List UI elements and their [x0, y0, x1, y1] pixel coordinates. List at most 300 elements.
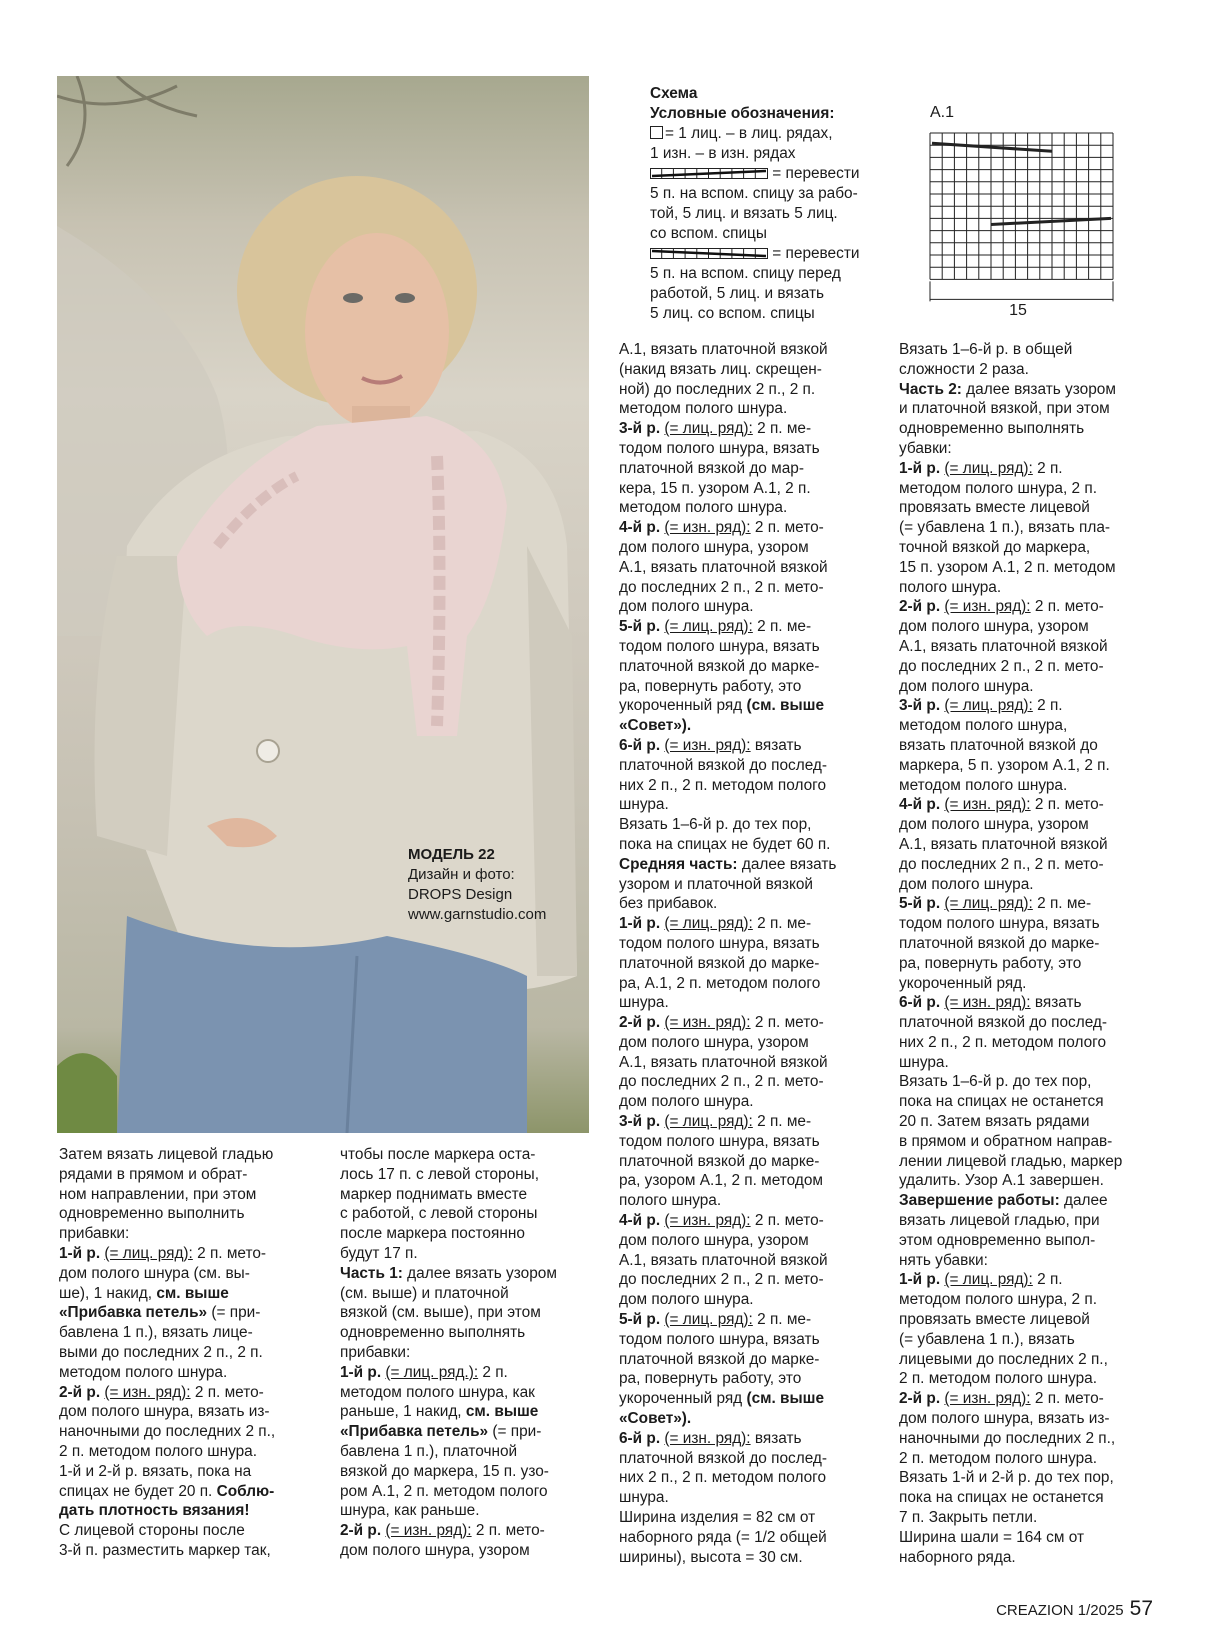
line-text: 2 п. методом полого шнура. [899, 1370, 1097, 1388]
text-line [619, 637, 836, 657]
text-line [59, 1323, 275, 1343]
line-text: (= убавлена 1 п.), вязать [899, 1330, 1075, 1348]
line-text: этом одновременно выпол- [899, 1231, 1096, 1249]
text-line [899, 1290, 1122, 1310]
line-text: Вязать 1–6-й р. в общей [899, 341, 1073, 358]
line-text: дом полого шнура, узором [619, 538, 809, 556]
line-text: провязать вместе лицевой [899, 499, 1090, 517]
line-text: дом полого шнура. [899, 875, 1034, 893]
legend-line: 1 изн. – в изн. рядах [650, 145, 796, 162]
text-line [619, 439, 836, 459]
line-text: них 2 п., 2 п. методом полого [899, 1033, 1107, 1051]
line-text: после маркера постоянно [340, 1225, 525, 1243]
line-text: Вязать 1–6-й р. до тех пор, [899, 1073, 1092, 1091]
text-line [899, 736, 1122, 756]
text-line [899, 439, 1122, 459]
text-line [340, 1383, 557, 1403]
text-line [340, 1244, 557, 1264]
line-text: укороченный ряд [619, 697, 747, 715]
line-text: бавлена 1 п.), вязать лице- [59, 1324, 253, 1342]
text-line [899, 1389, 1122, 1409]
line-text: бавлена 1 п.), платочной [340, 1442, 518, 1460]
text-line [619, 1449, 836, 1469]
text-line [59, 1462, 275, 1482]
text-line [899, 1528, 1122, 1548]
text-line [899, 934, 1122, 954]
bold-term: 2-й р. [340, 1522, 382, 1540]
text-line [899, 1548, 1122, 1568]
line-text: (накид вязать лиц. скрещен- [619, 360, 822, 378]
text-line [899, 716, 1122, 736]
line-text: раньше, 1 накид, [340, 1403, 466, 1421]
line-text: до последних 2 п., 2 п. мето- [899, 855, 1104, 873]
text-line [899, 1409, 1122, 1429]
line-text: сложности 2 раза. [899, 360, 1029, 378]
bold-reference: (см. выше [746, 1390, 825, 1408]
text-line [619, 657, 836, 677]
text-line [340, 1482, 557, 1502]
row-type: (= лиц. ряд): [944, 895, 1033, 913]
text-line [340, 1521, 557, 1541]
line-text: лицевыми до последних 2 п., [899, 1350, 1108, 1368]
text-line [340, 1224, 557, 1244]
line-text: дом полого шнура (см. вы- [59, 1264, 250, 1282]
text-line [340, 1442, 557, 1462]
text-line [619, 1211, 836, 1231]
row-type: (= лиц. ряд): [944, 697, 1033, 715]
text-line [899, 1112, 1122, 1132]
line-text: (см. выше) и платочной [340, 1284, 509, 1302]
text-line [619, 1369, 836, 1389]
photo-illustration [57, 76, 589, 1133]
line-text: и платочной вязкой, при этом [899, 400, 1110, 418]
line-text: них 2 п., 2 п. методом полого [619, 776, 827, 794]
line-text: дом полого шнура. [619, 598, 754, 616]
legend-subtitle: Условные обозначения: [650, 105, 835, 122]
line-text: (= убавлена 1 п.), вязать пла- [899, 519, 1111, 537]
text-line [899, 1429, 1122, 1449]
text-line [899, 677, 1122, 697]
bold-reference: см. выше [465, 1403, 539, 1421]
line-text: пока на спицах не останется [899, 1093, 1104, 1111]
line-text: прибавки: [59, 1225, 130, 1243]
text-line [619, 716, 836, 736]
text-line [619, 1310, 836, 1330]
line-text: шнура. [619, 1489, 669, 1507]
line-text: тодом полого шнура, вязать [619, 934, 820, 952]
text-line [59, 1442, 275, 1462]
text-line [619, 1389, 836, 1409]
text-line [619, 1429, 836, 1449]
text-line [619, 1508, 836, 1528]
text-line [59, 1264, 275, 1284]
text-line [619, 360, 836, 380]
row-type: (= изн. ряд): [385, 1522, 472, 1540]
line-text: методом полого шнура, как [340, 1383, 535, 1401]
line-text: 2 п. методом полого шнура. [899, 1449, 1097, 1467]
text-line [899, 1152, 1122, 1172]
chart-width-label: 15 [1004, 302, 1032, 320]
line-text: 2 п. мето- [192, 1244, 267, 1262]
cable-left-icon [650, 168, 768, 179]
empty-square-icon [650, 126, 663, 139]
text-line [340, 1185, 557, 1205]
bold-term: 4-й р. [619, 519, 661, 537]
line-text: будут 17 п. [340, 1244, 418, 1262]
line-text: платочной вязкой до марке- [899, 934, 1100, 952]
row-type: (= изн. ряд): [664, 1212, 751, 1230]
line-text: дом полого шнура. [899, 677, 1034, 695]
text-line [619, 1409, 836, 1429]
text-line [899, 498, 1122, 518]
line-text: тодом полого шнура, вязать [619, 637, 820, 655]
text-column-3 [619, 340, 836, 1567]
line-text: шнура. [619, 796, 669, 814]
line-text: дом полого шнура, вязать из- [59, 1403, 270, 1421]
text-line [899, 1072, 1122, 1092]
row-type: (= изн. ряд): [944, 1390, 1031, 1408]
line-text: 2 п. мето- [1030, 598, 1104, 616]
text-line [619, 974, 836, 994]
text-line [340, 1402, 557, 1422]
line-text: 2 п. [478, 1363, 508, 1381]
line-text: А.1, вязать платочной вязкой [619, 558, 828, 576]
text-line [899, 1033, 1122, 1053]
line-text: платочной вязкой до послед- [619, 756, 828, 774]
text-line [619, 815, 836, 835]
line-text: А.1, вязать платочной вязкой [619, 1251, 828, 1269]
text-line [619, 835, 836, 855]
line-text: наборного ряда. [899, 1548, 1016, 1566]
line-text: Вязать 1–6-й р. до тех пор, [619, 816, 812, 834]
line-text: платочной вязкой до послед- [619, 1449, 828, 1467]
bold-term: 1-й р. [619, 915, 661, 933]
bold-term: 3-й р. [899, 697, 941, 715]
line-text: дом полого шнура, узором [899, 618, 1089, 636]
line-text: методом полого шнура. [59, 1363, 228, 1381]
row-type: (= изн. ряд): [664, 1014, 751, 1032]
text-line [619, 1152, 836, 1172]
line-text: вязать лицевой гладью, при [899, 1212, 1100, 1230]
legend-line: работой, 5 лиц. и вязать [650, 285, 825, 302]
text-line [619, 399, 836, 419]
text-line [899, 1211, 1122, 1231]
line-text: пока на спицах не останется [899, 1489, 1104, 1507]
legend-item-cable-back: = перевести [650, 164, 900, 184]
line-text: дом полого шнура, узором [619, 1033, 809, 1051]
text-line [899, 914, 1122, 934]
bold-term: 6-й р. [619, 736, 661, 754]
line-text: укороченный ряд [619, 1390, 747, 1408]
text-line [899, 1449, 1122, 1469]
row-type: (= лиц. ряд): [104, 1244, 193, 1262]
line-text: А.1, вязать платочной вязкой [619, 1053, 828, 1071]
page-number: 57 [1129, 1597, 1153, 1620]
legend-line: 5 лиц. со вспом. спицы [650, 305, 815, 322]
line-text: 2 п. мето- [750, 1212, 824, 1230]
legend-title: Схема [650, 85, 698, 102]
bold-term: «Прибавка петель» [59, 1304, 208, 1322]
knitting-chart-grid [929, 132, 1119, 312]
text-line [59, 1165, 275, 1185]
line-text: 2 п. мето- [190, 1383, 264, 1401]
line-text: ра, повернуть работу, это [619, 677, 802, 695]
text-line [899, 1508, 1122, 1528]
text-line [340, 1541, 557, 1561]
bold-term: 2-й р. [899, 1390, 941, 1408]
line-text: чтобы после маркера оста- [340, 1146, 536, 1163]
text-line [899, 894, 1122, 914]
text-line [619, 1330, 836, 1350]
text-line [619, 1231, 836, 1251]
line-text: ше), 1 накид, [59, 1284, 157, 1302]
text-line [340, 1343, 557, 1363]
line-text: платочной вязкой до марке- [619, 1350, 820, 1368]
text-line [619, 578, 836, 598]
line-text: ширины), высота = 30 см. [619, 1548, 803, 1566]
line-text: тодом полого шнура, вязать [619, 439, 820, 457]
credit-url: www.garnstudio.com [408, 906, 547, 923]
line-text: А.1, вязать платочной вязкой [619, 341, 828, 358]
line-text: методом полого шнура. [619, 400, 788, 418]
text-line [619, 1251, 836, 1271]
line-text: дом полого шнура. [619, 1291, 754, 1309]
text-line [899, 1310, 1122, 1330]
text-line [59, 1303, 275, 1323]
line-text: Вязать 1-й и 2-й р. до тех пор, [899, 1469, 1114, 1487]
text-line [619, 597, 836, 617]
photo-credit [408, 845, 588, 925]
line-text: одновременно выполнить [59, 1205, 245, 1223]
line-text: нять убавки: [899, 1251, 988, 1269]
text-line [619, 1132, 836, 1152]
line-text: полого шнура. [619, 1192, 722, 1210]
text-line [619, 1191, 836, 1211]
bold-reference: (см. выше [746, 697, 825, 715]
text-line [899, 479, 1122, 499]
text-line [59, 1363, 275, 1383]
text-line [340, 1363, 557, 1383]
line-text: (= при- [207, 1304, 261, 1322]
line-text: прибавки: [340, 1343, 411, 1361]
line-text: рядами в прямом и обрат- [59, 1165, 248, 1183]
line-text: вязать [1030, 994, 1082, 1012]
row-type: (= лиц. ряд): [664, 1311, 753, 1329]
text-line [899, 1191, 1122, 1211]
text-line [899, 1171, 1122, 1191]
line-text: платочной вязкой до марке- [619, 1152, 820, 1170]
line-text: дом полого шнура, узором [340, 1541, 530, 1559]
line-text: пока на спицах не будет 60 п. [619, 835, 831, 853]
row-type: (= изн. ряд): [944, 994, 1031, 1012]
line-text: спицах не будет 20 п. [59, 1482, 217, 1500]
legend-item-knit: = 1 лиц. – в лиц. рядах, [650, 124, 900, 144]
line-text: тодом полого шнура, вязать [619, 1132, 820, 1150]
line-text: 20 п. Затем вязать рядами [899, 1113, 1090, 1131]
text-line [340, 1204, 557, 1224]
text-line [619, 1112, 836, 1132]
bold-term: 5-й р. [899, 895, 941, 913]
text-line [899, 657, 1122, 677]
credit-line: DROPS Design [408, 886, 513, 903]
text-column-4 [899, 340, 1122, 1567]
text-line [619, 617, 836, 637]
line-text: 2 п. мето- [750, 519, 824, 537]
line-text: методом полого шнура. [899, 776, 1068, 794]
line-text: платочной вязкой до послед- [899, 1014, 1108, 1032]
bold-term: Средняя часть: [619, 855, 738, 873]
line-text: далее вязать [737, 855, 837, 873]
bold-term: дать плотность вязания! [59, 1502, 250, 1520]
text-line [899, 360, 1122, 380]
page-footer [996, 1597, 1153, 1621]
text-line [899, 835, 1122, 855]
line-text: Ширина шали = 164 см от [899, 1528, 1084, 1546]
line-text: до последних 2 п., 2 п. мето- [619, 578, 824, 596]
chart-legend [650, 84, 900, 324]
line-text: С лицевой стороны после [59, 1522, 245, 1540]
text-column-1 [59, 1145, 275, 1561]
row-type: (= лиц. ряд): [664, 420, 753, 438]
line-text: 2 п. ме- [1032, 895, 1092, 913]
line-text: 2 п. ме- [752, 1311, 812, 1329]
line-text: методом полого шнура, 2 п. [899, 1291, 1097, 1309]
line-text: 2 п. мето- [750, 1014, 824, 1032]
text-line [59, 1145, 275, 1165]
legend-line: 5 п. на вспом. спицу перед [650, 265, 841, 282]
text-line [899, 380, 1122, 400]
bold-term: 1-й р. [899, 459, 941, 477]
line-text: дом полого шнура, узором [619, 1231, 809, 1249]
text-column-2 [340, 1145, 557, 1561]
text-line [340, 1264, 557, 1284]
row-type: (= изн. ряд): [664, 1429, 751, 1447]
line-text: маркер поднимать вместе [340, 1185, 528, 1203]
text-line [899, 1092, 1122, 1112]
line-text: методом полого шнура. [619, 499, 788, 517]
text-line [619, 498, 836, 518]
text-line [899, 993, 1122, 1013]
line-text: 2 п. [1032, 1271, 1063, 1289]
text-line [59, 1402, 275, 1422]
text-line [619, 1092, 836, 1112]
row-type: (= изн. ряд): [944, 796, 1031, 814]
line-text: 7 п. Закрыть петли. [899, 1509, 1038, 1527]
line-text: 2 п. ме- [752, 915, 812, 933]
text-line [619, 558, 836, 578]
line-text: 2 п. мето- [1030, 1390, 1104, 1408]
line-text: 2 п. ме- [752, 1113, 812, 1131]
bold-term: Часть 2: [899, 380, 962, 398]
line-text: выми до последних 2 п., 2 п. [59, 1343, 263, 1361]
text-line [619, 1072, 836, 1092]
line-text: до последних 2 п., 2 п. мето- [619, 1073, 824, 1091]
text-line [899, 1132, 1122, 1152]
line-text: шнура, как раньше. [340, 1502, 480, 1520]
line-text: узором и платочной вязкой [619, 875, 814, 893]
line-text: провязать вместе лицевой [899, 1311, 1090, 1329]
line-text: ной) до последних 2 п., 2 п. [619, 380, 816, 398]
text-line [899, 696, 1122, 716]
magazine-issue: CREAZION 1/2025 [996, 1602, 1124, 1619]
line-text: шнура. [899, 1053, 949, 1071]
text-line [59, 1224, 275, 1244]
text-line [899, 875, 1122, 895]
text-line [899, 1013, 1122, 1033]
text-line [619, 677, 836, 697]
bold-reference: Соблю- [216, 1482, 275, 1500]
text-line [899, 815, 1122, 835]
line-text: ра, повернуть работу, это [899, 954, 1082, 972]
line-text: наночными до последних 2 п., [899, 1429, 1116, 1447]
text-line [340, 1284, 557, 1304]
line-text: точной вязкой до маркера, [899, 538, 1091, 556]
text-line [340, 1145, 557, 1165]
line-text: в прямом и обратном направ- [899, 1132, 1113, 1150]
line-text: 2 п. ме- [752, 618, 812, 636]
text-line [619, 875, 836, 895]
bold-term: 6-й р. [619, 1429, 661, 1447]
text-line [899, 795, 1122, 815]
line-text: лось 17 п. с левой стороны, [340, 1165, 540, 1183]
line-text: наборного ряда (= 1/2 общей [619, 1528, 827, 1546]
text-line [59, 1343, 275, 1363]
text-line [899, 597, 1122, 617]
text-line [899, 954, 1122, 974]
line-text: наночными до последних 2 п., [59, 1423, 276, 1441]
bold-term: 2-й р. [899, 598, 941, 616]
text-line [899, 340, 1122, 360]
text-line [899, 637, 1122, 657]
text-line [59, 1284, 275, 1304]
line-text: далее вязать узором [961, 380, 1116, 398]
text-line [59, 1185, 275, 1205]
text-line [619, 1528, 836, 1548]
line-text: 2 п. методом полого шнура. [59, 1442, 257, 1460]
bold-term: 4-й р. [899, 796, 941, 814]
chart-title: А.1 [930, 104, 955, 121]
text-line [619, 1290, 836, 1310]
text-line [899, 1350, 1122, 1370]
text-line [619, 380, 836, 400]
legend-line: той, 5 лиц. и вязать 5 лиц. [650, 205, 838, 222]
line-text: 2 п. [1032, 459, 1063, 477]
line-text: убавки: [899, 439, 952, 457]
cable-right-icon [650, 248, 768, 259]
text-line [619, 795, 836, 815]
bold-term: 2-й р. [619, 1014, 661, 1032]
line-text: маркера, 5 п. узором А.1, 2 п. [899, 756, 1110, 774]
line-text: до последних 2 п., 2 п. мето- [619, 1271, 824, 1289]
text-line [899, 1330, 1122, 1350]
line-text: 2 п. мето- [1030, 796, 1104, 814]
line-text: А.1, вязать платочной вязкой [899, 637, 1108, 655]
line-text: методом полого шнура, 2 п. [899, 479, 1097, 497]
line-text: вязать платочной вязкой до [899, 736, 1098, 754]
text-line [899, 419, 1122, 439]
text-line [619, 1270, 836, 1290]
bold-reference: см. выше [156, 1284, 229, 1302]
text-line [899, 756, 1122, 776]
line-text: них 2 п., 2 п. методом полого [619, 1469, 827, 1487]
bold-term: Часть 1: [340, 1264, 403, 1282]
text-line [619, 538, 836, 558]
text-line [899, 538, 1122, 558]
text-line [899, 1251, 1122, 1271]
text-line [59, 1501, 275, 1521]
line-text: 2 п. [1032, 697, 1063, 715]
cable-cross-right [991, 218, 1111, 224]
